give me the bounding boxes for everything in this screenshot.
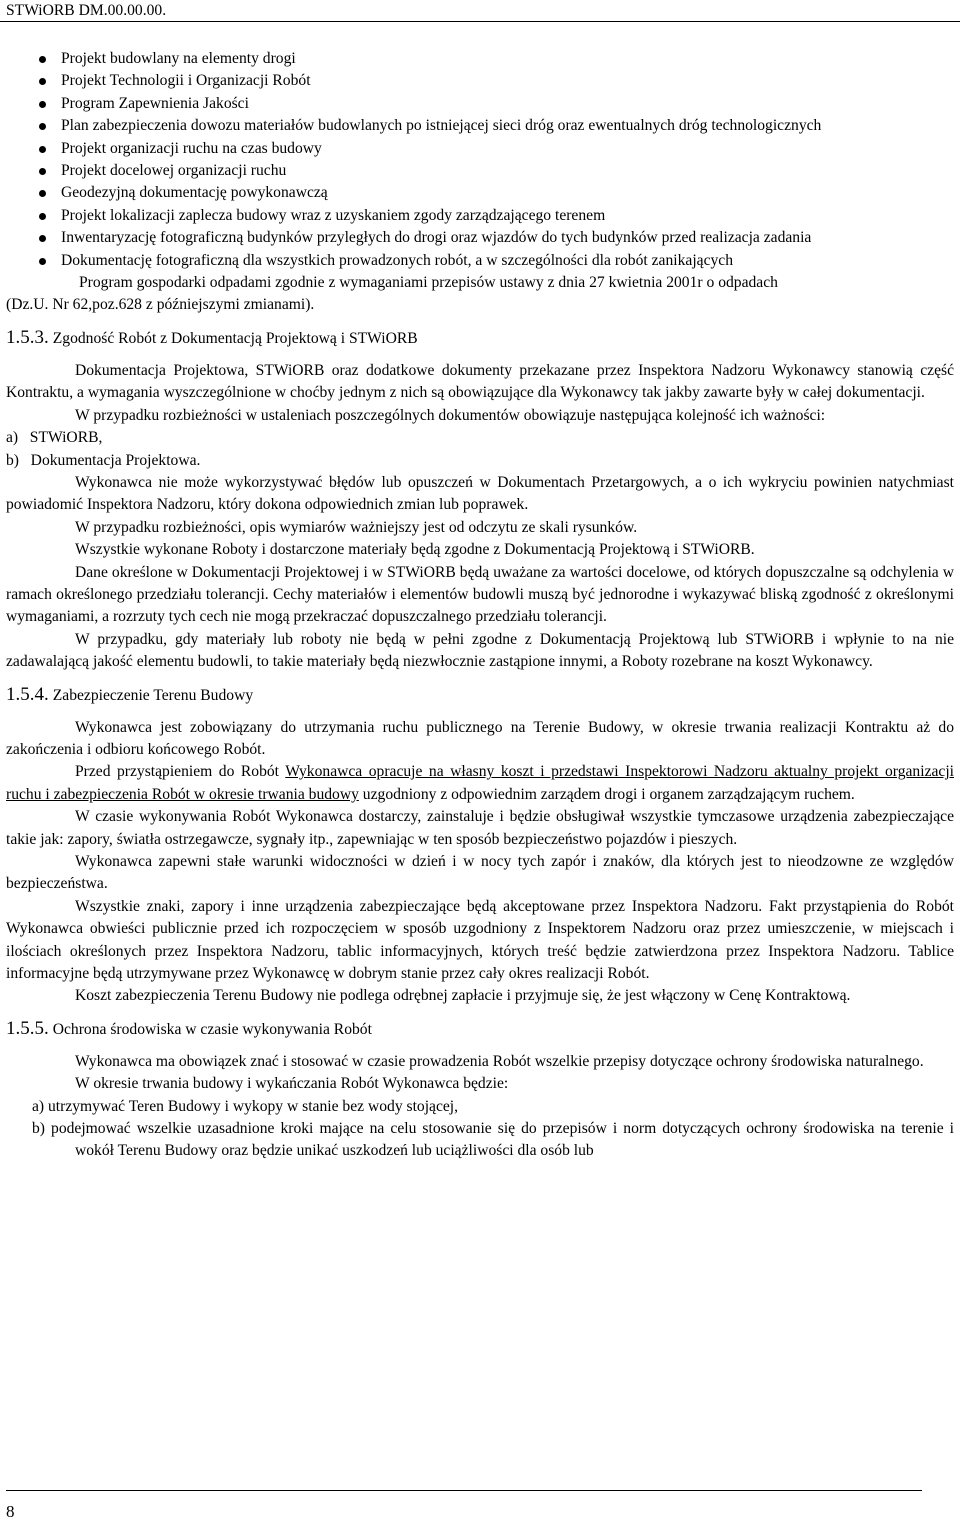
page-number: 8 [6,1502,15,1521]
list-item: Inwentaryzację fotograficzną budynków przyległych do drogi oraz wjazdów do tych budynków przed realizacja zadania [6,227,954,249]
obligation-item: b) podejmować wszelkie uzasadnione kroki mające na celu stosowanie się do przepisów i norm dotyczących ochrony środowiska na terenie i wokół Terenu Budowy oraz będzie unikać uszkodzeń lub uciążliwości dla osób lub [32,1120,954,1160]
paragraph: Wykonawca zapewni stałe warunki widoczności w dzień i w nocy tych zapór i znaków, dla których jest to nieodzowne ze względów bezpieczeństwa. [6,853,954,893]
section-title: Ochrona środowiska w czasie wykonywania Robót [52,1020,372,1038]
footer-rule [6,1490,922,1491]
paragraph: Wykonawca nie może wykorzystywać błędów lub opuszczeń w Dokumentach Przetargowych, a o ich wykryciu powinien natychmiast powiadomić Inspektora Nadzoru, który dokona odpowiednich zmian lub poprawek. [6,473,954,514]
paragraph: Dane określone w Dokumentacji Projektowej i w STWiORB będą uważane za wartości docelowe, od których dopuszczalne są odchylenia w ramach określonego przedziału tolerancji. Cechy materiałów i elementów budowli muszą być jednorodne i wykazywać bliską zgodność z określonymi wymaganiami, a rozrzuty tych cech nie mogą przekraczać dopuszczalnego przedziału tolerancji. [6,563,954,626]
list-item: Projekt Technologii i Organizacji Robót [6,70,954,92]
list-item: Program Zapewnienia Jakości [6,93,954,115]
section-heading-155 [6,1016,954,1043]
order-item: a) STWiORB, [6,429,103,447]
list-item: Projekt organizacji ruchu na czas budowy [6,138,954,160]
list-item: Dokumentację fotograficzną dla wszystkich prowadzonych robót, a w szczególności dla robót zanikających [6,250,954,272]
paragraph: W przypadku, gdy materiały lub roboty nie będą w pełni zgodne z Dokumentacją Projektową lub STWiORB i wpłynie to na nie zadawalającą jakość elementu budowli, to takie materiały będą niezwłocznie zastąpione innymi, a Roboty rozebrane na koszt Wykonawcy. [6,630,954,671]
running-header: STWiORB DM.00.00.00. [6,2,167,19]
paragraph: W czasie wykonywania Robót Wykonawca dostarczy, zainstaluje i będzie obsługiwał wszystkie tymczasowe urządzenia zabezpieczające takie jak: zapory, światła ostrzegawcze, sygnały itp., zapewniając w ten sposób bezpieczeństwo pojazdów i pieszych. [6,808,954,848]
list-item: Projekt lokalizacji zaplecza budowy wraz z uzyskaniem zgody zarządzającego terenem [6,205,954,227]
section-number: 1.5.3. [6,326,49,348]
list-item: Projekt budowlany na elementy drogi [6,48,954,70]
obligation-item: a) utrzymywać Teren Budowy i wykopy w stanie bez wody stojącej, [32,1097,459,1115]
section-title: Zgodność Robót z Dokumentacją Projektową i STWiORB [52,329,418,347]
waste-program-item-tail: (Dz.U. Nr 62,poz.628 z późniejszymi zmianami). [6,296,315,314]
required-documents-list [6,48,954,272]
section-heading-154 [6,682,954,709]
underlined-text: Wykonawca opracuje na własny koszt i przedstawi Inspektorowi Nadzoru aktualny projekt organizacji ruchu i zabezpieczenia Robót w okresie trwania budowy [6,763,954,803]
paragraph: Wykonawca jest zobowiązany do utrzymania ruchu publicznego na Terenie Budowy, w okresie trwania realizacji Kontraktu aż do zakończenia i odbioru końcowego Robót. [6,718,954,758]
text-run: Przed przystąpieniem do Robót [75,763,286,781]
list-item: Projekt docelowej organizacji ruchu [6,160,954,182]
section-title: Zabezpieczenie Terenu Budowy [52,686,254,704]
paragraph: W przypadku rozbieżności w ustaleniach poszczególnych dokumentów obowiązuje następująca kolejność ich ważności: [75,406,826,424]
paragraph: Wszystkie wykonane Roboty i dostarczone materiały będą zgodne z Dokumentacją Projektową i STWiORB. [75,541,755,559]
paragraph: Wszystkie znaki, zapory i inne urządzenia zabezpieczające będą akceptowane przez Inspektora Nadzoru. Fakt przystąpienia do Robót Wykonawca obwieści publicznie przed ich rozpoczęciem w sposób uzgodniony z Inspektorem Nadzoru oraz przez umieszczenie, w miejscach i ilościach określonych przez Inspektora Nadzoru, tablic informacyjnych, których treść będzie zatwierdzona przez Inspektora Nadzoru. Tablice informacyjne będą utrzymywane przez Wykonawcę w dobrym stanie przez cały okres realizacji Robót. [6,897,954,983]
section-number: 1.5.4. [6,683,49,705]
paragraph: W okresie trwania budowy i wykańczania Robót Wykonawca będzie: [75,1075,509,1093]
list-item: Geodezyjną dokumentację powykonawczą [6,182,954,204]
paragraph: Wykonawca ma obowiązek znać i stosować w czasie prowadzenia Robót wszelkie przepisy dotyczące ochrony środowiska naturalnego. [75,1052,924,1070]
text-run: uzgodniony z odpowiednim zarządem drogi i organem zarządzającym ruchem. [358,785,855,803]
waste-program-item: Program gospodarki odpadami zgodnie z wymaganiami przepisów ustawy z dnia 27 kwietnia 2001r o odpadach [79,274,778,292]
paragraph: Koszt zabezpieczenia Terenu Budowy nie podlega odrębnej zapłacie i przyjmuje się, że jest włączony w Cenę Kontraktową. [75,987,851,1005]
order-item: b) Dokumentacja Projektowa. [6,451,201,469]
paragraph: Dokumentacja Projektowa, STWiORB oraz dodatkowe dokumenty przekazane przez Inspektora Nadzoru Wykonawcy stanowią część Kontraktu, a wymagania wyszczególnione w choćby jednym z nich są obowiązujące dla Wykonawcy tak jakby zawarte były w całej dokumentacji. [6,361,954,402]
list-item: Plan zabezpieczenia dowozu materiałów budowlanych po istniejącej sieci dróg oraz ewentualnych dróg technologicznych [6,115,954,137]
section-number: 1.5.5. [6,1017,49,1039]
section-heading-153 [6,325,954,352]
paragraph: W przypadku rozbieżności, opis wymiarów ważniejszy jest od odczytu ze skali rysunków. [75,518,638,536]
paragraph-traffic-project [6,761,954,806]
document-body [6,48,954,1163]
header-rule [0,21,960,22]
